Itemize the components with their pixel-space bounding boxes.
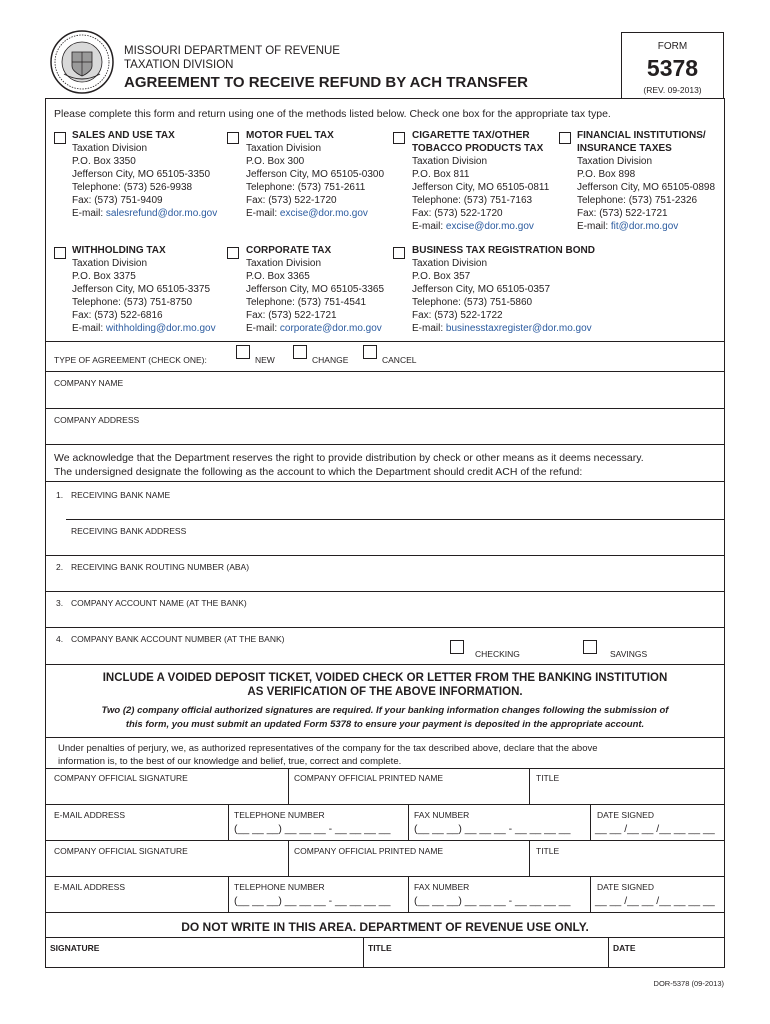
address-line: Telephone: (573) 751-2326 [577, 195, 698, 206]
address-line: Telephone: (573) 526-9938 [72, 182, 193, 193]
address-line: Jefferson City, MO 65105-3365 [246, 284, 385, 295]
receiving-bank-name-label: RECEIVING BANK NAME [71, 490, 171, 500]
penalty-statement-2: information is, to the best of our knowledge and belief, true, correct and complete. [58, 756, 402, 767]
form-label: FORM [657, 41, 688, 52]
email-link[interactable]: businesstaxregister@dor.mo.gov [445, 323, 592, 334]
address-line: Taxation Division [412, 258, 488, 269]
date-signed-label: DATE SIGNED [597, 810, 654, 820]
tax-type-sales-use [72, 129, 217, 220]
email-link[interactable]: corporate@dor.mo.gov [279, 323, 382, 334]
email-link[interactable]: withholding@dor.mo.gov [105, 323, 216, 334]
form-footer-code: DOR-5378 (09-2013) [653, 979, 724, 988]
address-line: Fax: (573) 522-1721 [246, 310, 337, 321]
email-label: E-mail: [246, 208, 278, 219]
address-line: Telephone: (573) 751-7163 [412, 195, 533, 206]
printed-name-label: COMPANY OFFICIAL PRINTED NAME [294, 846, 444, 856]
title-label: TITLE [536, 773, 560, 783]
tax-type-heading: MOTOR FUEL TAX [246, 130, 334, 141]
email-label: E-mail: [246, 323, 278, 334]
office-use-heading: DO NOT WRITE IN THIS AREA. DEPARTMENT OF REVENUE USE ONLY. [181, 920, 589, 934]
email-label: E-mail: [72, 208, 104, 219]
acknowledgement-text-1: We acknowledge that the Department reserves the right to provide distribution by check or other means as it deems necessary. [54, 452, 644, 464]
checkbox-savings[interactable] [583, 640, 597, 654]
address-line: Telephone: (573) 751-4541 [246, 297, 367, 308]
signature-note-1: Two (2) company official authorized signatures are required. If your banking information changes following the submission of [101, 705, 669, 716]
official-signature-label: COMPANY OFFICIAL SIGNATURE [54, 846, 188, 856]
address-line: Telephone: (573) 751-8750 [72, 297, 193, 308]
address-line: P.O. Box 3350 [72, 156, 136, 167]
instructions-text: Please complete this form and return using one of the methods listed below. Check one box for the appropriate tax type. [54, 108, 611, 120]
address-line: Fax: (573) 522-6816 [72, 310, 163, 321]
receiving-bank-address-label: RECEIVING BANK ADDRESS [71, 526, 187, 536]
office-signature-label: SIGNATURE [50, 943, 100, 953]
telephone-number-label: TELEPHONE NUMBER [234, 882, 325, 892]
address-line: Taxation Division [246, 143, 322, 154]
penalty-statement-1: Under penalties of perjury, we, as authorized representatives of the company for the tax described above, declare that the above [58, 743, 598, 754]
address-line: Fax: (573) 522-1720 [412, 208, 503, 219]
tax-type-business-registration-bond [412, 244, 595, 335]
form-number-box [621, 32, 724, 98]
item-number: 3. [56, 598, 64, 608]
checkbox-agreement-change[interactable] [293, 345, 307, 359]
tax-type-financial-insurance [577, 129, 715, 233]
checking-label: CHECKING [475, 649, 520, 659]
savings-label: SAVINGS [610, 649, 648, 659]
address-line: P.O. Box 3365 [246, 271, 310, 282]
checkbox-financial-institutions-tax[interactable] [559, 132, 571, 144]
tax-type-cigarette-tobacco [412, 129, 549, 233]
email-address-label: E-MAIL ADDRESS [54, 882, 126, 892]
checkbox-checking[interactable] [450, 640, 464, 654]
tax-type-heading: FINANCIAL INSTITUTIONS/ [577, 130, 706, 141]
email-link[interactable]: excise@dor.mo.gov [445, 221, 534, 232]
department-name: MISSOURI DEPARTMENT OF REVENUE [124, 45, 340, 57]
tax-type-heading: INSURANCE TAXES [577, 143, 672, 154]
address-line: Jefferson City, MO 65105-3375 [72, 284, 211, 295]
address-line: Jefferson City, MO 65105-0811 [412, 182, 550, 193]
tax-type-withholding [72, 244, 216, 335]
address-line: P.O. Box 300 [246, 156, 305, 167]
title-label: TITLE [536, 846, 560, 856]
address-line: Jefferson City, MO 65105-3350 [72, 169, 211, 180]
checkbox-cigarette-tax[interactable] [393, 132, 405, 144]
agreement-new-label: NEW [255, 355, 275, 365]
email-address-label: E-MAIL ADDRESS [54, 810, 126, 820]
tax-type-heading: BUSINESS TAX REGISTRATION BOND [412, 245, 595, 256]
company-address-label: COMPANY ADDRESS [54, 415, 140, 425]
tax-type-heading: CIGARETTE TAX/OTHER [412, 130, 530, 141]
date-signed-input[interactable]: __ __ /__ __ /__ __ __ __ [595, 895, 715, 907]
item-number: 1. [56, 490, 64, 500]
email-link[interactable]: salesrefund@dor.mo.gov [105, 208, 218, 219]
telephone-number-input[interactable]: (__ __ __) __ __ __ - __ __ __ __ [234, 823, 391, 835]
date-signed-label: DATE SIGNED [597, 882, 654, 892]
address-line: Taxation Division [412, 156, 488, 167]
office-date-label: DATE [613, 943, 636, 953]
tax-type-corporate [246, 244, 384, 335]
agreement-type-label: TYPE OF AGREEMENT (CHECK ONE): [54, 355, 207, 365]
email-link[interactable]: fit@dor.mo.gov [610, 221, 679, 232]
email-label: E-mail: [577, 221, 609, 232]
tax-type-heading: WITHHOLDING TAX [72, 245, 166, 256]
address-line: P.O. Box 357 [412, 271, 471, 282]
checkbox-withholding-tax[interactable] [54, 247, 66, 259]
email-label: E-mail: [412, 323, 444, 334]
address-line: Fax: (573) 522-1721 [577, 208, 668, 219]
email-label: E-mail: [412, 221, 444, 232]
form-number: 5378 [646, 55, 699, 81]
address-line: Taxation Division [246, 258, 322, 269]
fax-number-label: FAX NUMBER [414, 882, 470, 892]
item-number: 4. [56, 634, 64, 644]
routing-number-label: RECEIVING BANK ROUTING NUMBER (ABA) [71, 562, 250, 572]
address-line: Telephone: (573) 751-2611 [246, 182, 366, 193]
address-line: P.O. Box 811 [412, 169, 470, 180]
address-line: Fax: (573) 751-9409 [72, 195, 163, 206]
checkbox-agreement-new[interactable] [236, 345, 250, 359]
verification-heading-1: INCLUDE A VOIDED DEPOSIT TICKET, VOIDED CHECK OR LETTER FROM THE BANKING INSTITUTION [102, 672, 668, 684]
tax-type-heading: SALES AND USE TAX [72, 130, 175, 141]
address-line: Taxation Division [72, 258, 148, 269]
address-line: P.O. Box 898 [577, 169, 636, 180]
division-name: TAXATION DIVISION [124, 59, 234, 71]
address-line: Fax: (573) 522-1720 [246, 195, 337, 206]
form-body [45, 98, 725, 968]
checkbox-agreement-cancel[interactable] [363, 345, 377, 359]
acknowledgement-text-2: The undersigned designate the following as the account to which the Department should credit ACH of the refund: [54, 466, 583, 478]
address-line: Telephone: (573) 751-5860 [412, 297, 533, 308]
fax-number-input[interactable]: (__ __ __) __ __ __ - __ __ __ __ [414, 823, 571, 835]
agreement-change-label: CHANGE [312, 355, 349, 365]
form-title: AGREEMENT TO RECEIVE REFUND BY ACH TRANSFER [124, 74, 528, 91]
tax-type-heading: CORPORATE TAX [246, 245, 332, 256]
telephone-number-label: TELEPHONE NUMBER [234, 810, 325, 820]
checkbox-business-tax-registration-bond[interactable] [393, 247, 405, 259]
company-account-name-label: COMPANY ACCOUNT NAME (AT THE BANK) [71, 598, 247, 608]
address-line: P.O. Box 3375 [72, 271, 136, 282]
fax-number-label: FAX NUMBER [414, 810, 470, 820]
company-account-number-label: COMPANY BANK ACCOUNT NUMBER (AT THE BANK) [71, 634, 285, 644]
printed-name-label: COMPANY OFFICIAL PRINTED NAME [294, 773, 444, 783]
checkbox-motor-fuel-tax[interactable] [227, 132, 239, 144]
checkbox-corporate-tax[interactable] [227, 247, 239, 259]
email-link[interactable]: excise@dor.mo.gov [279, 208, 368, 219]
address-line: Taxation Division [72, 143, 148, 154]
office-title-label: TITLE [368, 943, 392, 953]
address-line: Jefferson City, MO 65105-0300 [246, 169, 385, 180]
verification-heading-2: AS VERIFICATION OF THE ABOVE INFORMATION. [247, 686, 523, 698]
address-line: Fax: (573) 522-1722 [412, 310, 503, 321]
email-label: E-mail: [72, 323, 104, 334]
address-line: Jefferson City, MO 65105-0357 [412, 284, 551, 295]
form-revision: (REV. 09-2013) [643, 85, 702, 95]
official-signature-label: COMPANY OFFICIAL SIGNATURE [54, 773, 188, 783]
tax-type-heading: TOBACCO PRODUCTS TAX [412, 143, 544, 154]
company-name-label: COMPANY NAME [54, 378, 124, 388]
fax-number-input[interactable]: (__ __ __) __ __ __ - __ __ __ __ [414, 895, 571, 907]
address-line: Jefferson City, MO 65105-0898 [577, 182, 716, 193]
telephone-number-input[interactable]: (__ __ __) __ __ __ - __ __ __ __ [234, 895, 391, 907]
item-number: 2. [56, 562, 64, 572]
agreement-cancel-label: CANCEL [382, 355, 417, 365]
signature-note-2: this form, you must submit an updated Form 5378 to ensure your payment is deposited in the appropriate account. [125, 719, 645, 730]
tax-type-motor-fuel [246, 129, 384, 220]
missouri-state-seal [50, 30, 114, 94]
date-signed-input[interactable]: __ __ /__ __ /__ __ __ __ [595, 823, 715, 835]
address-line: Taxation Division [577, 156, 653, 167]
checkbox-sales-use-tax[interactable] [54, 132, 66, 144]
